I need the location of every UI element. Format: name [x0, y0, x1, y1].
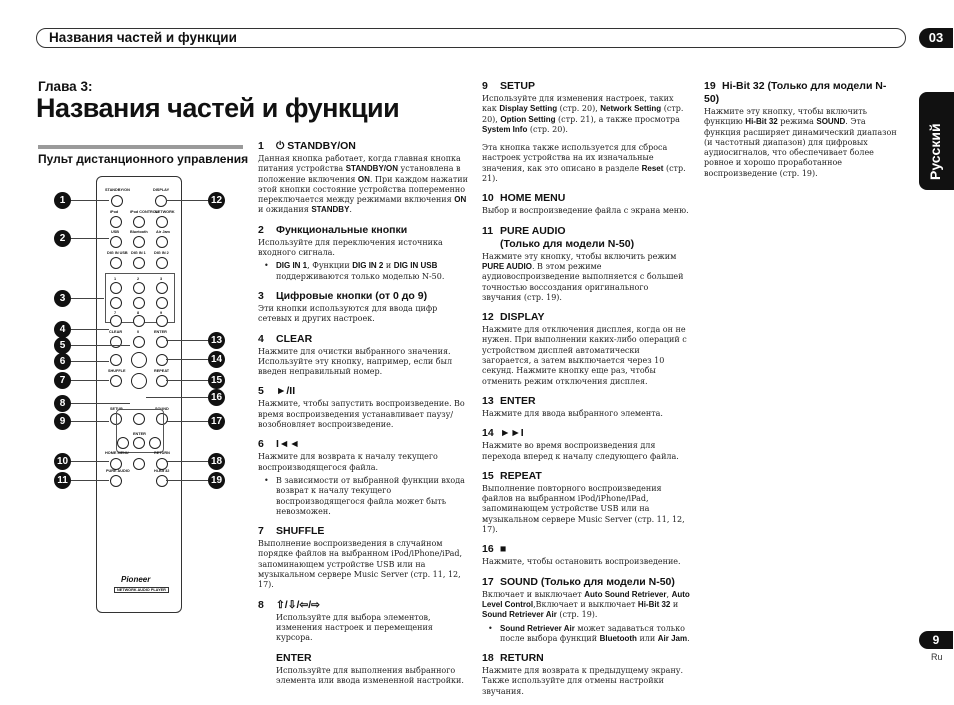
- item-4-heading: 4 CLEAR: [258, 332, 313, 345]
- item-1-text: Данная кнопка работает, когда главная кнопка питания устройства STANDBY/ON установлена в положение включения ON. При каждом нажатии этой кнопки состояние устройства попеременно переключается между режимами включения ON и ожидания STANDBY.: [258, 154, 468, 215]
- item-12-heading: 12 DISPLAY: [482, 311, 545, 324]
- clear-label: CLEAR: [109, 330, 123, 334]
- prev-track-button: [110, 354, 122, 366]
- callout-18: 18: [208, 453, 225, 470]
- callout-6: 6: [54, 353, 71, 370]
- leader-7: [71, 380, 109, 381]
- callout-5: 5: [54, 337, 71, 354]
- item-17-heading: 17 SOUND (Только для модели N-50): [482, 575, 675, 588]
- item-12-text: Нажмите для отключения дисплея, когда он не нужен. При выполнении каких-либо операций с устройством дисплей автоматически загорается, а затем выключается через 10 секунд. Нажмите кнопку еще раз, чтобы отменить режим отключения дисплея.: [482, 325, 687, 386]
- network-label: NETWORK: [155, 210, 175, 214]
- key-1-button: [110, 282, 122, 294]
- play-pause-icon: ►/II: [276, 385, 296, 398]
- callout-13: 13: [208, 332, 225, 349]
- leader-4: [71, 329, 109, 330]
- ipod-control-button: [133, 216, 145, 228]
- clear-button: [110, 336, 122, 348]
- previous-icon: I◄◄: [276, 438, 300, 451]
- key-4-button: [110, 297, 122, 309]
- description-column-1: [258, 140, 468, 694]
- item-6-bullet: • В зависимости от выбранной функции входа возврат к началу текущего воспроизводящегося файла может быть невозможен.: [258, 476, 468, 517]
- item-19-text: Нажмите эту кнопку, чтобы включить функцию Hi-Bit 32 режима SOUND. Эта функция расширяет динамический диапазон (и частотный диапазон) для цифровых аудиосигналов, что обеспечивает более ровное и хорошо проработанное воспроизведение (стр. 19).: [704, 107, 897, 178]
- callout-8: 8: [54, 395, 71, 412]
- callout-10: 10: [54, 453, 71, 470]
- key-5-button: [133, 297, 145, 309]
- power-icon: ⏻: [276, 140, 288, 152]
- leader-17: [166, 421, 208, 422]
- item-15-text: Выполнение повторного воспроизведения файлов на выбранном iPod/iPhone/iPad, запоминающем устройстве USB или на музыкальном сервере Music Server (стр. 11, 12, 17).: [482, 483, 685, 535]
- leader-13: [166, 340, 208, 341]
- bluetooth-label: Bluetooth: [130, 230, 148, 234]
- item-2-text: Используйте для переключения источника входного сигнала.: [258, 237, 443, 258]
- item-15-heading: 15 REPEAT: [482, 469, 542, 482]
- model-label: NETWORK AUDIO PLAYER: [114, 587, 169, 593]
- key-1-label: 1: [114, 277, 117, 281]
- bluetooth-button: [133, 236, 145, 248]
- section-header: [36, 28, 906, 48]
- airjam-label: Air Jam: [156, 230, 170, 234]
- key-8-button: [133, 315, 145, 327]
- callout-19: 19: [208, 472, 225, 489]
- shuffle-label: SHUFFLE: [108, 369, 126, 373]
- item-14-heading: 14 ►►I: [482, 427, 524, 440]
- item-13-text: Нажмите для ввода выбранного элемента.: [482, 408, 663, 418]
- leader-2: [71, 238, 109, 239]
- item-18-heading: 18 RETURN: [482, 652, 544, 665]
- leader-1: [71, 200, 109, 201]
- key-6-button: [156, 297, 168, 309]
- page-language: Ru: [931, 652, 943, 662]
- item-1-heading: [258, 140, 468, 153]
- dig2-label: DIG IN 2: [154, 251, 169, 255]
- item-8-text: Используйте для выбора элементов, изменения настроек и перемещения курсора.: [276, 612, 433, 643]
- cursor-left-button: [117, 437, 129, 449]
- item-8-heading: 8 ⇧/⇩/⇦/⇨: [258, 598, 320, 611]
- home-menu-label: HOME MENU: [105, 451, 129, 455]
- callout-11: 11: [54, 472, 71, 489]
- return-label: RETURN: [154, 451, 170, 455]
- item-9-text-2: Эта кнопка также используется для сброса настроек устройства на их изначальные значения, как это описано в разделе Reset (стр. 21).: [482, 143, 686, 184]
- item-13-heading: 13 ENTER: [482, 394, 536, 407]
- leader-8: [71, 403, 130, 404]
- leader-15: [166, 380, 208, 381]
- dig1-button: [133, 257, 145, 269]
- description-column-2: [482, 80, 690, 705]
- hibit-label: Hi-Bit 32: [154, 469, 170, 473]
- display-label: DISPLAY: [153, 188, 170, 192]
- repeat-button: [156, 375, 168, 387]
- callout-16: 16: [208, 389, 225, 406]
- key-9-label: 9: [160, 311, 163, 315]
- language-tab-text: Русский: [927, 123, 943, 180]
- item-7-heading: 7 SHUFFLE: [258, 525, 325, 538]
- callout-15: 15: [208, 372, 225, 389]
- leader-14: [166, 359, 208, 360]
- section-divider: [38, 145, 243, 149]
- enter-label-top: ENTER: [154, 330, 167, 334]
- enter-label-pad: ENTER: [133, 432, 146, 436]
- item-10-heading: 10 HOME MENU: [482, 192, 566, 205]
- key-2-button: [133, 282, 145, 294]
- item-4-text: Нажмите для очистки выбранного значения. Используйте эту кнопку, например, если был введен неправильный номер.: [258, 346, 453, 377]
- brand-logo: Pioneer: [121, 575, 151, 584]
- dig1-label: DIG IN 1: [131, 251, 146, 255]
- pure-audio-button: [110, 475, 122, 487]
- item-5-text: Нажмите, чтобы запустить воспроизведение. Во время воспроизведения устанавливает паузу/возобновляет воспроизведение.: [258, 399, 465, 430]
- callout-14: 14: [208, 351, 225, 368]
- leader-5: [71, 345, 130, 346]
- item-1-title: STANDBY/ON: [287, 140, 356, 152]
- cursor-down-button: [133, 458, 145, 470]
- item-16-heading: 16 ■: [482, 543, 507, 556]
- dig-usb-label: DIG IN USB: [107, 251, 128, 255]
- callout-3: 3: [54, 290, 71, 307]
- description-column-3: [704, 80, 900, 187]
- usb-label: USB: [111, 230, 120, 234]
- setup-label: SETUP: [110, 407, 123, 411]
- item-11-text: Нажмите эту кнопку, чтобы включить режим PURE AUDIO. В этом режиме аудиовоспроизведение выполняется с большей точностью воссоздания оригинального звучания (стр. 19).: [482, 251, 684, 302]
- enter-button-top: [156, 336, 168, 348]
- item-11-subheading: (Только для модели N-50): [500, 237, 635, 250]
- chapter-label: Глава 3:: [38, 79, 93, 94]
- item-8-enter-heading: ENTER: [276, 651, 312, 664]
- item-3-text: Эти кнопки используются для ввода цифр сетевых и других настроек.: [258, 303, 438, 324]
- callout-17: 17: [208, 413, 225, 430]
- item-9-text: Используйте для изменения настроек, таких как Display Setting (стр. 20), Network Setting (стр. 20), Option Setting (стр. 21), а также просмотра System Info (стр. 20).: [482, 94, 684, 134]
- network-button: [156, 216, 168, 228]
- stop-button: [131, 373, 147, 389]
- key-2-label: 2: [137, 277, 140, 281]
- ipod-label: iPod: [110, 210, 119, 214]
- display-button: [155, 195, 167, 207]
- item-17-bullet: • Sound Retriever Air может задаваться только после выбора функций Bluetooth или Air Jam.: [482, 624, 690, 645]
- callout-7: 7: [54, 372, 71, 389]
- standby-button: [111, 195, 123, 207]
- leader-18: [166, 461, 208, 462]
- leader-3: [71, 298, 104, 299]
- item-9-heading: 9 SETUP: [482, 80, 536, 92]
- key-8-label: 8: [137, 311, 140, 315]
- item-5-heading: 5 ►/II: [258, 385, 296, 398]
- item-19-heading: 19 Hi-Bit 32 (Только для модели N-50): [704, 80, 887, 105]
- chapter-number-tab: 03: [919, 28, 953, 48]
- shuffle-button: [110, 375, 122, 387]
- callout-9: 9: [54, 413, 71, 430]
- sound-label: SOUND: [155, 407, 169, 411]
- remote-section-title: Пульт дистанционного управления: [38, 152, 249, 166]
- item-1-number: 1: [258, 140, 264, 152]
- hibit-button: [156, 475, 168, 487]
- next-icon: ►►I: [500, 427, 524, 440]
- item-8-enter-text: Используйте для выполнения выбранного элемента или ввода измененной настройки.: [276, 665, 464, 685]
- dig2-button: [156, 257, 168, 269]
- item-3-heading: 3 Цифровые кнопки (от 0 до 9): [258, 289, 428, 302]
- item-6-heading: 6 I◄◄: [258, 438, 300, 451]
- stop-icon: ■: [500, 543, 507, 556]
- item-6-text: Нажмите для возврата к началу текущего воспроизводящегося файла.: [258, 452, 438, 472]
- usb-button: [110, 236, 122, 248]
- ipod-button: [110, 216, 122, 228]
- play-pause-button: [131, 352, 147, 368]
- item-10-text: Выбор и воспроизведение файла с экрана меню.: [482, 206, 689, 216]
- dig-usb-button: [110, 257, 122, 269]
- remote-control-illustration: [96, 176, 182, 613]
- leader-12: [166, 200, 208, 201]
- repeat-label: REPEAT: [154, 369, 170, 373]
- cursor-right-button: [149, 437, 161, 449]
- item-7-text: Выполнение воспроизведения в случайном порядке файлов на выбранном iPod/iPhone/iPad, запоминающем устройстве USB или на музыкальном сервере Music Server (стр. 11, 12, 17).: [258, 539, 463, 590]
- callout-4: 4: [54, 321, 71, 338]
- cursor-up-button: [133, 413, 145, 425]
- key-0-button: [133, 336, 145, 348]
- key-7-button: [110, 315, 122, 327]
- item-16-text: Нажмите, чтобы остановить воспроизведение.: [482, 557, 681, 567]
- leader-16: [146, 397, 208, 398]
- key-3-button: [156, 282, 168, 294]
- page-title: Названия частей и функции: [36, 93, 400, 123]
- ipod-control-label: iPod CONTROL: [130, 210, 159, 214]
- section-header-text: Названия частей и функции: [49, 30, 237, 45]
- callout-12: 12: [208, 192, 225, 209]
- leader-19: [166, 480, 208, 481]
- callout-2: 2: [54, 230, 71, 247]
- item-11-heading: 11 PURE AUDIO: [482, 224, 566, 237]
- key-7-label: 7: [114, 311, 117, 315]
- key-9-button: [156, 315, 168, 327]
- leader-10: [71, 461, 109, 462]
- arrow-keys-icon: ⇧/⇩/⇦/⇨: [276, 598, 320, 611]
- item-18-text: Нажмите для возврата к предыдущему экрану. Также используйте для отмены настройки звучания.: [482, 666, 684, 696]
- next-track-button: [156, 354, 168, 366]
- leader-6: [71, 361, 109, 362]
- page-number: 9: [919, 631, 953, 649]
- callout-1: 1: [54, 192, 71, 209]
- leader-9: [71, 421, 109, 422]
- enter-button-pad: [133, 437, 145, 449]
- leader-11: [71, 480, 109, 481]
- standby-label: STANDBY/ON: [105, 188, 130, 192]
- item-2-bullet: • DIG IN 1, Функции DIG IN 2 и DIG IN USB поддерживаются только моделью N-50.: [258, 261, 468, 282]
- airjam-button: [156, 236, 168, 248]
- item-2-heading: 2 Функциональные кнопки: [258, 223, 408, 236]
- key-0-label: 0: [137, 330, 140, 334]
- key-3-label: 3: [160, 277, 163, 281]
- item-14-text: Нажмите во время воспроизведения для перехода вперед к началу следующего файла.: [482, 441, 679, 461]
- language-tab: [919, 92, 954, 190]
- item-17-text: Включает и выключает Auto Sound Retriever, Auto Level Control,Включает и выключает Hi-Bit 32 и Sound Retriever Air (стр. 19).: [482, 589, 690, 620]
- pure-audio-label: PURE AUDIO: [106, 469, 130, 473]
